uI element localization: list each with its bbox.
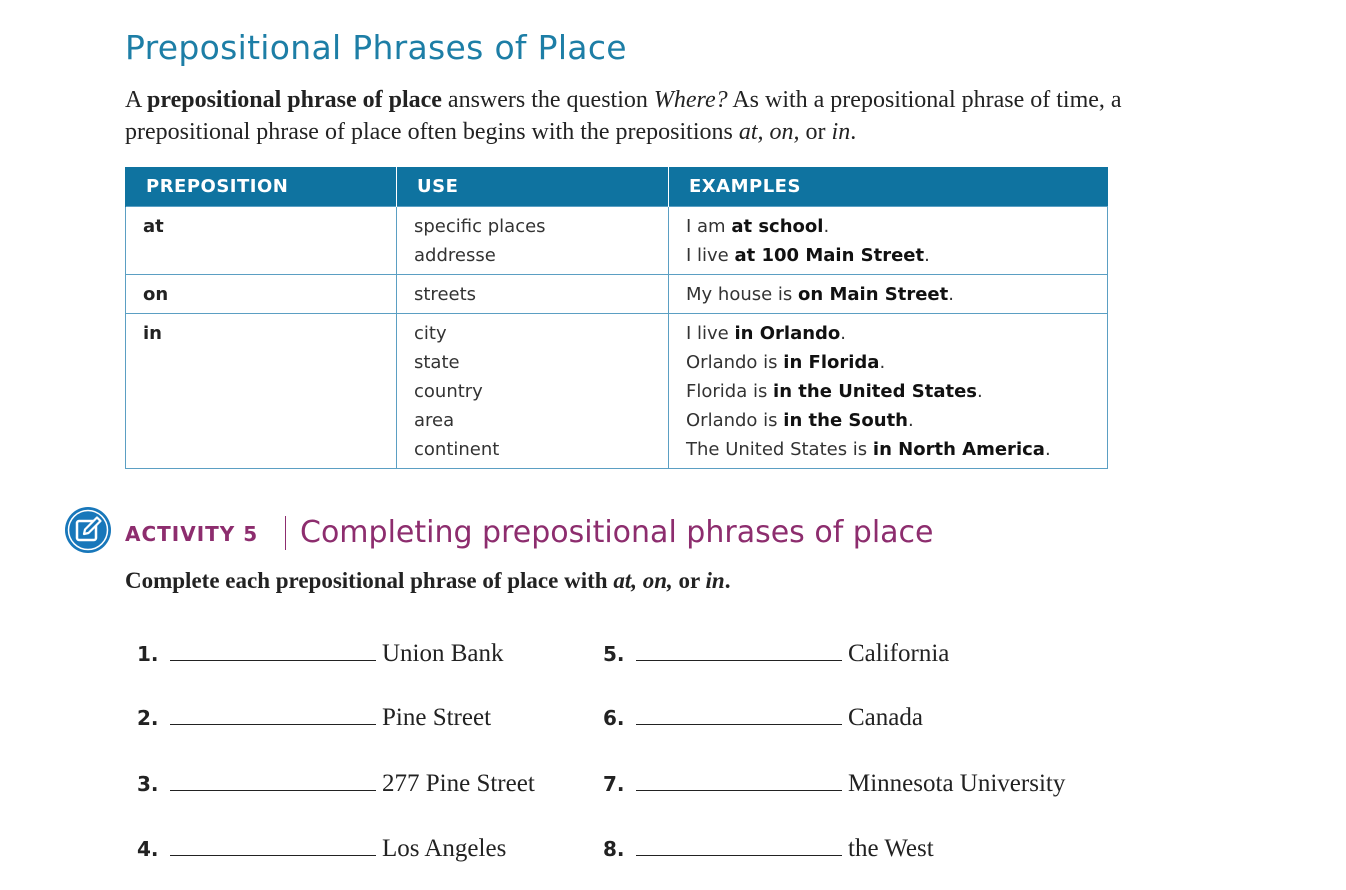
exercise-number: 6.: [603, 706, 625, 730]
activity-label: ACTIVITY 5: [125, 522, 259, 546]
answer-blank[interactable]: [636, 790, 842, 791]
exercise-number: 1.: [137, 642, 159, 666]
exercise-prompt: the West: [848, 835, 934, 862]
example-text: .: [1044, 439, 1051, 460]
example-text: .: [823, 216, 830, 237]
use-cell: [397, 314, 669, 469]
pencil-edit-icon: [64, 506, 112, 554]
example-line: [686, 280, 1090, 309]
answer-blank[interactable]: [170, 660, 376, 661]
exercise-prompt: California: [848, 640, 950, 667]
intro-text: answers the question: [441, 87, 654, 113]
exercise-number: 3.: [137, 772, 159, 796]
examples-cell: [669, 207, 1108, 275]
table-row: [126, 314, 1108, 469]
example-phrase: at 100 Main Street: [734, 245, 925, 266]
answer-blank[interactable]: [170, 790, 376, 791]
intro-prepositions: at, on,: [738, 119, 800, 145]
example-text: .: [879, 352, 886, 373]
example-text: .: [840, 323, 847, 344]
intro-text: As with a prepositional phrase of time, a prepositional phrase of place often begins with the prepositions: [125, 87, 1122, 145]
examples-cell: [669, 275, 1108, 314]
answer-blank[interactable]: [170, 855, 376, 856]
exercise-prompt: Union Bank: [382, 640, 504, 667]
use-cell: [397, 275, 669, 314]
preposition-cell: [126, 207, 397, 275]
intro-text: A: [125, 87, 148, 113]
intro-text: or: [799, 119, 832, 145]
exercise-number: 8.: [603, 837, 625, 861]
example-line: [686, 212, 1090, 241]
example-text: .: [948, 284, 954, 305]
answer-blank[interactable]: [636, 724, 842, 725]
answer-blank[interactable]: [170, 724, 376, 725]
use-text: streets: [414, 284, 477, 305]
preposition-table: [125, 167, 1108, 469]
instruction-prepositions: at, on,: [613, 568, 673, 593]
example-text: I am: [686, 216, 732, 237]
use-text: area: [414, 410, 455, 431]
example-line: [686, 377, 1090, 406]
example-text: .: [908, 410, 914, 431]
exercise-number: 7.: [603, 772, 625, 796]
exercise-prompt: Canada: [848, 704, 923, 731]
use-text: continent: [414, 439, 500, 460]
example-text: I live: [686, 323, 735, 344]
preposition-text: in: [143, 323, 162, 344]
example-phrase: in the United States: [773, 381, 977, 402]
use-cell: [397, 207, 669, 275]
use-text: state: [414, 352, 460, 373]
table-header-row: [126, 167, 1108, 207]
intro-text: .: [850, 119, 857, 145]
activity-divider: [285, 516, 286, 550]
exercise-number: 5.: [603, 642, 625, 666]
example-phrase: on Main Street: [798, 284, 949, 305]
preposition-cell: [126, 314, 397, 469]
exercise-prompt: Los Angeles: [382, 835, 507, 862]
exercise-number: 2.: [137, 706, 159, 730]
preposition-text: on: [143, 284, 169, 305]
activity-instruction: [125, 568, 730, 594]
table-row: [126, 207, 1108, 275]
example-phrase: at school: [731, 216, 824, 237]
instruction-text: or: [672, 568, 706, 593]
page-title: Prepositional Phrases of Place: [125, 28, 627, 67]
example-line: [686, 435, 1090, 464]
example-line: [686, 348, 1090, 377]
example-text: Florida is: [686, 381, 774, 402]
example-phrase: in Florida: [783, 352, 880, 373]
example-line: [686, 319, 1090, 348]
exercise-number: 4.: [137, 837, 159, 861]
use-text: specific places: [414, 216, 546, 237]
example-line: [686, 241, 1090, 270]
exercise-prompt: Minnesota University: [848, 770, 1066, 797]
header-preposition: PREPOSITION: [126, 167, 397, 207]
example-text: .: [924, 245, 930, 266]
table-row: [126, 275, 1108, 314]
exercise-prompt: 277 Pine Street: [382, 770, 535, 797]
use-text: addresse: [414, 245, 496, 266]
answer-blank[interactable]: [636, 855, 842, 856]
example-phrase: in North America: [872, 439, 1045, 460]
header-examples: EXAMPLES: [669, 167, 1108, 207]
exercise-prompt: Pine Street: [382, 704, 492, 731]
use-text: city: [414, 323, 447, 344]
example-text: The United States is: [686, 439, 873, 460]
example-text: .: [977, 381, 983, 402]
instruction-text: Complete each prepositional phrase of place with: [125, 568, 614, 593]
example-phrase: in the South: [783, 410, 908, 431]
use-text: country: [414, 381, 483, 402]
intro-term: prepositional phrase of place: [147, 87, 442, 113]
instruction-preposition-in: in: [705, 568, 725, 593]
intro-preposition-in: in: [831, 119, 851, 145]
intro-question: Where?: [653, 87, 728, 113]
instruction-text: .: [724, 568, 731, 593]
example-text: My house is: [686, 284, 799, 305]
example-line: [686, 406, 1090, 435]
answer-blank[interactable]: [636, 660, 842, 661]
example-text: Orlando is: [686, 352, 784, 373]
intro-paragraph: [125, 84, 1125, 148]
preposition-text: at: [143, 216, 164, 237]
examples-cell: [669, 314, 1108, 469]
activity-title: Completing prepositional phrases of place: [300, 515, 934, 550]
example-text: Orlando is: [686, 410, 784, 431]
example-text: I live: [686, 245, 735, 266]
header-use: USE: [397, 167, 669, 207]
preposition-cell: [126, 275, 397, 314]
example-phrase: in Orlando: [734, 323, 841, 344]
